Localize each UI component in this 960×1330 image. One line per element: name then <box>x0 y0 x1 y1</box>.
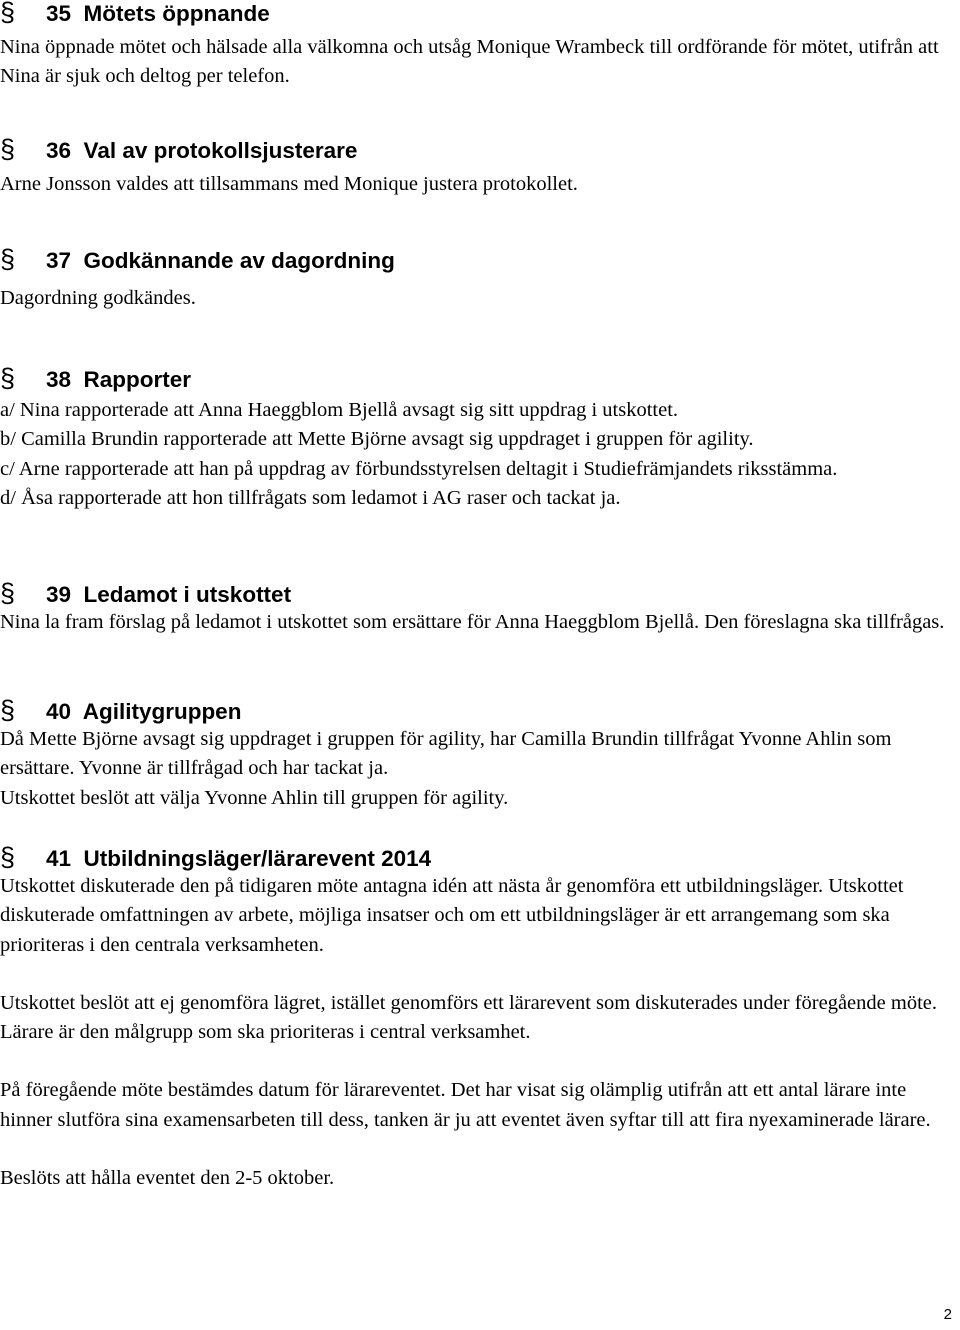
paragraph: Beslöts att hålla eventet den 2-5 oktober. <box>0 1167 335 1190</box>
paragraph: Utskottet diskuterade den på tidigaren möte antagna idén att nästa år genomföra ett utbildningsläger. Utskottet diskuterade omfattningen av arbete, möjliga insatser och om ett utbildningsläger är ett arrangemang som ska prioriteras i den centrala verksamheten. <box>0 875 904 956</box>
section-38 <box>0 363 958 513</box>
section-heading <box>0 695 958 725</box>
paragraph: På föregående möte bestämdes datum för lärareventet. Det har visat sig olämplig utifrån att ett antal lärare inte hinner slutföra sina examensarbeten till dess, tanken är ju att eventet även syftar till att fira nyexaminerade lärare. <box>0 1079 931 1131</box>
section-sign: § <box>0 842 16 872</box>
section-number: 39 <box>46 582 72 607</box>
section-number: 41 <box>46 846 72 871</box>
paragraph: Dagordning godkändes. <box>0 287 196 309</box>
section-body <box>0 872 958 1193</box>
section-39 <box>0 578 958 637</box>
paragraph: Nina la fram förslag på ledamot i utskottet som ersättare för Anna Haeggblom Bjellå. Den föreslagna ska tillfrågas. <box>0 611 945 633</box>
paragraph: d/ Åsa rapporterade att hon tillfrågats som ledamot i AG raser och tackat ja. <box>0 486 621 509</box>
section-sign: § <box>0 134 16 164</box>
section-sign: § <box>0 244 16 274</box>
section-41 <box>0 842 958 1193</box>
section-title: Utbildningsläger/lärarevent 2014 <box>83 846 432 871</box>
section-35 <box>0 0 958 92</box>
paragraph: Nina öppnade mötet och hälsade alla välkomna och utsåg Monique Wrambeck till ordförande för mötet, utifrån att Nina är sjuk och deltog per telefon. <box>0 36 939 88</box>
paragraph: Utskottet beslöt att välja Yvonne Ahlin till gruppen för agility. <box>0 786 509 809</box>
section-number: 38 <box>46 367 72 392</box>
section-heading <box>0 578 958 608</box>
section-36 <box>0 134 958 199</box>
section-sign: § <box>0 363 16 393</box>
paragraph: c/ Arne rapporterade att han på uppdrag av förbundsstyrelsen deltagit i Studiefrämjandets riksstämma. <box>0 457 838 480</box>
section-number: 37 <box>46 248 72 273</box>
section-title: Rapporter <box>83 367 192 392</box>
paragraph: Utskottet beslöt att ej genomföra lägret, istället genomförs ett lärarevent som diskuterades under föregående möte. Lärare är den målgrupp som ska prioriteras i central verksamhet. <box>0 991 937 1044</box>
section-body <box>0 725 958 813</box>
paragraph: b/ Camilla Brundin rapporterade att Mette Björne avsagt sig uppdraget i gruppen för agility. <box>0 428 754 451</box>
section-title: Godkännande av dagordning <box>83 248 395 273</box>
section-sign: § <box>0 578 16 608</box>
section-title: Mötets öppnande <box>83 1 270 26</box>
section-body <box>0 284 958 313</box>
section-body <box>0 33 958 92</box>
section-body <box>0 608 958 637</box>
section-heading <box>0 363 958 393</box>
section-number: 36 <box>46 138 72 163</box>
section-body <box>0 170 958 199</box>
section-heading <box>0 134 958 164</box>
section-title: Agilitygruppen <box>82 699 242 724</box>
section-body <box>0 396 958 513</box>
page-number: 2 <box>943 1306 952 1323</box>
paragraph: a/ Nina rapporterade att Anna Haeggblom Bjellå avsagt sig sitt uppdrag i utskottet. <box>0 399 679 421</box>
section-37 <box>0 244 958 313</box>
section-heading <box>0 842 958 872</box>
section-40 <box>0 695 958 813</box>
section-number: 35 <box>46 1 72 26</box>
paragraph: Arne Jonsson valdes att tillsammans med Monique justera protokollet. <box>0 173 578 195</box>
section-number: 40 <box>46 699 72 724</box>
section-sign: § <box>0 0 16 27</box>
section-title: Ledamot i utskottet <box>83 582 292 607</box>
section-heading <box>0 0 958 27</box>
paragraph: Då Mette Björne avsagt sig uppdraget i gruppen för agility, har Camilla Brundin tillfrågat Yvonne Ahlin som ersättare. Yvonne är tillfrågad och har tackat ja. <box>0 728 892 780</box>
section-title: Val av protokollsjusterare <box>83 138 358 163</box>
section-sign: § <box>0 695 16 725</box>
section-heading <box>0 244 958 274</box>
